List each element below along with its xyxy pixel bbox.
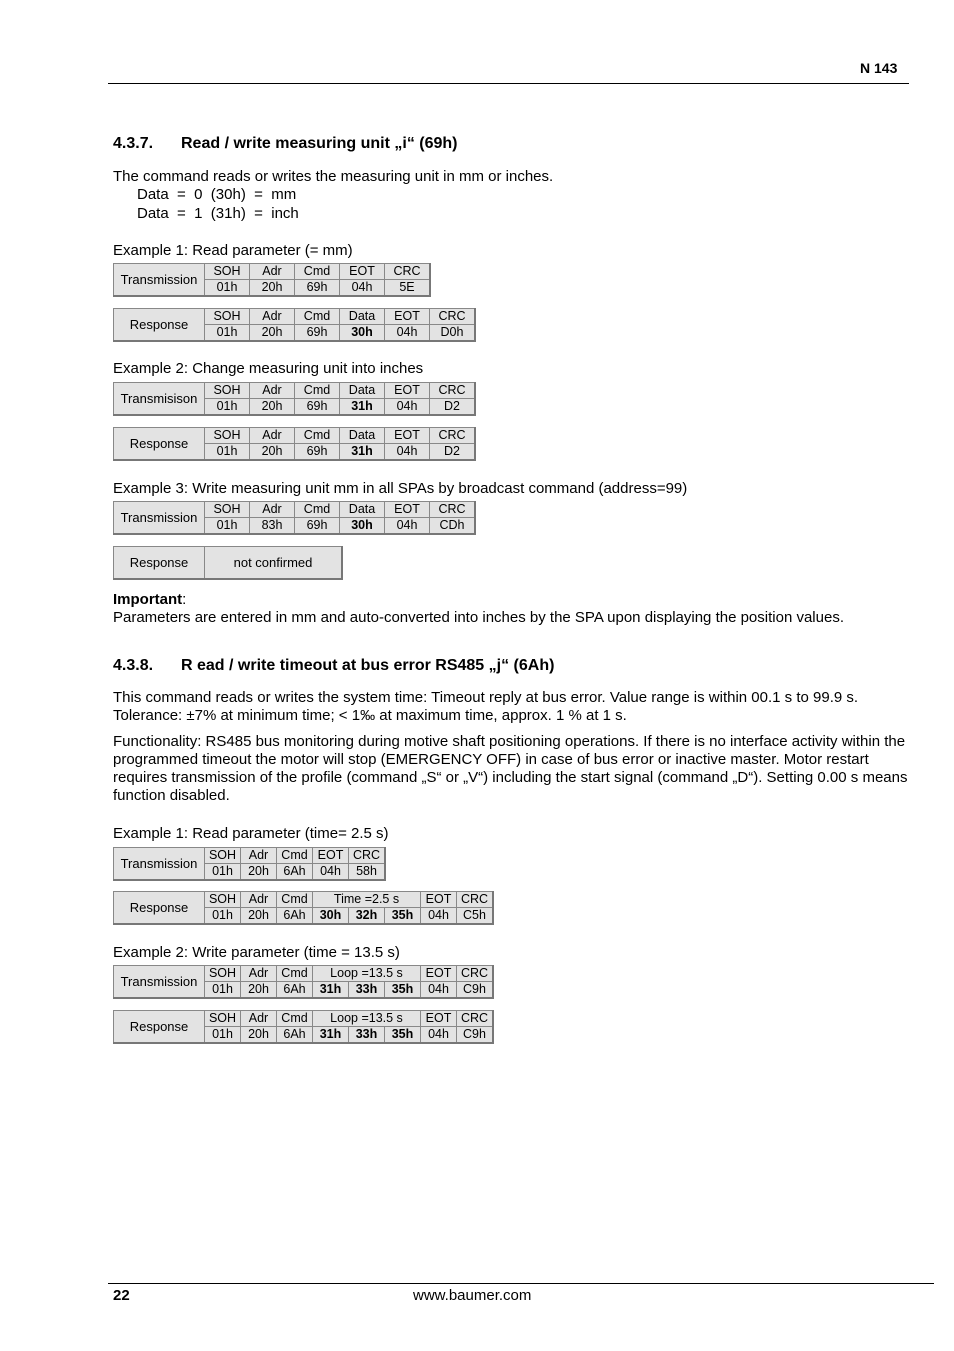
timeout-description: This command reads or writes the system time: Timeout reply at bus error. Value range is within 00.1 s to 99.9 s. Tolerance: ±7% at minimum time; < 1‰ at maximum time, approx. 1 % at 1 s. bbox=[113, 689, 859, 724]
value-cell: 31h bbox=[340, 444, 385, 461]
value-cell: CDh bbox=[430, 518, 476, 535]
header-cell: Cmd bbox=[277, 892, 313, 908]
value-cell: 20h bbox=[241, 982, 277, 999]
header-cell: EOT bbox=[421, 1011, 457, 1027]
data-inch-line: Data = 1 (31h) = inch bbox=[137, 205, 299, 222]
header-cell: SOH bbox=[205, 892, 241, 908]
frame-label: Transmission bbox=[114, 966, 205, 999]
value-cell: 01h bbox=[205, 399, 250, 416]
value-cell: 01h bbox=[205, 444, 250, 461]
value-cell: 04h bbox=[385, 399, 430, 416]
value-cell: 69h bbox=[295, 518, 340, 535]
header-cell: SOH bbox=[205, 502, 250, 518]
value-cell: 30h bbox=[313, 908, 349, 925]
response-frame-table bbox=[113, 308, 476, 342]
header-cell: Loop =13.5 s bbox=[313, 1011, 421, 1027]
header-cell: Cmd bbox=[277, 1011, 313, 1027]
header-cell: CRC bbox=[430, 502, 476, 518]
frame-label: Response bbox=[114, 547, 205, 580]
example-caption: Example 2: Change measuring unit into inches bbox=[113, 360, 424, 377]
header-rule bbox=[108, 83, 909, 84]
response-frame-table bbox=[113, 1010, 494, 1044]
header-cell: CRC bbox=[385, 264, 431, 280]
value-cell: 32h bbox=[349, 908, 385, 925]
important-text: Parameters are entered in mm and auto-converted into inches by the SPA upon displaying the position values. bbox=[113, 609, 844, 626]
value-cell: 20h bbox=[250, 325, 295, 342]
value-cell: 58h bbox=[349, 864, 386, 881]
value-cell: 31h bbox=[340, 399, 385, 416]
example-caption: Example 3: Write measuring unit mm in all SPAs by broadcast command (address=99) bbox=[113, 480, 688, 497]
value-cell: 01h bbox=[205, 325, 250, 342]
value-cell: 20h bbox=[250, 399, 295, 416]
value-cell: 20h bbox=[250, 444, 295, 461]
frame-label: Response bbox=[114, 1011, 205, 1044]
value-cell: 31h bbox=[313, 1027, 349, 1044]
header-cell: Adr bbox=[250, 383, 295, 399]
frame-label: Response bbox=[114, 309, 205, 342]
header-cell: Cmd bbox=[295, 502, 340, 518]
header-cell: SOH bbox=[205, 1011, 241, 1027]
value-cell: 04h bbox=[340, 280, 385, 297]
header-cell: Adr bbox=[241, 848, 277, 864]
data-mm-line: Data = 0 (30h) = mm bbox=[137, 186, 297, 203]
value-cell: 20h bbox=[241, 908, 277, 925]
value-cell: 04h bbox=[421, 908, 457, 925]
value-cell: 69h bbox=[295, 325, 340, 342]
example-caption: Example 2: Write parameter (time = 13.5 s) bbox=[113, 944, 400, 961]
header-cell: SOH bbox=[205, 309, 250, 325]
value-cell: 33h bbox=[349, 1027, 385, 1044]
header-cell: Cmd bbox=[295, 428, 340, 444]
header-cell: EOT bbox=[385, 502, 430, 518]
section-number: 4.3.7. bbox=[113, 135, 154, 152]
value-cell: D0h bbox=[430, 325, 476, 342]
frame-label: Transmisison bbox=[114, 383, 205, 416]
header-cell: Adr bbox=[250, 309, 295, 325]
example-caption: Example 1: Read parameter (= mm) bbox=[113, 242, 353, 259]
response-frame-table bbox=[113, 891, 494, 925]
header-cell: EOT bbox=[385, 383, 430, 399]
value-cell: 01h bbox=[205, 518, 250, 535]
value-cell: D2 bbox=[430, 444, 476, 461]
header-cell: Data bbox=[340, 428, 385, 444]
header-cell: Data bbox=[340, 383, 385, 399]
header-cell: Loop =13.5 s bbox=[313, 966, 421, 982]
header-cell: Cmd bbox=[277, 848, 313, 864]
value-cell: 35h bbox=[385, 1027, 421, 1044]
transmission-frame-table bbox=[113, 847, 386, 881]
header-cell: Cmd bbox=[277, 966, 313, 982]
frame-label: Transmission bbox=[114, 502, 205, 535]
document-id: N 143 bbox=[860, 60, 898, 76]
value-cell: 6Ah bbox=[277, 908, 313, 925]
value-cell: 04h bbox=[385, 518, 430, 535]
header-cell: EOT bbox=[340, 264, 385, 280]
value-cell: 30h bbox=[340, 325, 385, 342]
value-cell: 20h bbox=[241, 1027, 277, 1044]
header-cell: EOT bbox=[385, 309, 430, 325]
value-cell: 20h bbox=[250, 280, 295, 297]
frame-label: Transmission bbox=[114, 264, 205, 297]
header-cell: Time =2.5 s bbox=[313, 892, 421, 908]
value-cell: 04h bbox=[421, 1027, 457, 1044]
header-cell: Adr bbox=[241, 1011, 277, 1027]
important-colon: : bbox=[182, 591, 187, 608]
header-cell: EOT bbox=[385, 428, 430, 444]
header-cell: Adr bbox=[250, 428, 295, 444]
value-cell: D2 bbox=[430, 399, 476, 416]
section-heading-4-3-7 bbox=[113, 135, 458, 153]
footer-url: www.baumer.com bbox=[413, 1287, 532, 1304]
header-cell: EOT bbox=[421, 892, 457, 908]
value-cell: 01h bbox=[205, 864, 241, 881]
intro-text: The command reads or writes the measuring unit in mm or inches. bbox=[113, 168, 554, 185]
header-cell: CRC bbox=[349, 848, 386, 864]
value-cell: 6Ah bbox=[277, 982, 313, 999]
value-cell: 6Ah bbox=[277, 1027, 313, 1044]
header-cell: SOH bbox=[205, 966, 241, 982]
section-number: 4.3.8. bbox=[113, 657, 154, 674]
transmission-frame-table bbox=[113, 263, 431, 297]
header-cell: EOT bbox=[313, 848, 349, 864]
header-cell: Adr bbox=[250, 502, 295, 518]
value-cell: C9h bbox=[457, 1027, 494, 1044]
header-cell: Cmd bbox=[295, 309, 340, 325]
header-cell: Data bbox=[340, 502, 385, 518]
response-frame-table bbox=[113, 427, 476, 461]
frame-label: Response bbox=[114, 892, 205, 925]
value-cell: 30h bbox=[340, 518, 385, 535]
value-cell: 01h bbox=[205, 982, 241, 999]
important-label bbox=[113, 591, 913, 609]
footer-rule bbox=[108, 1283, 934, 1284]
value-cell: C5h bbox=[457, 908, 494, 925]
functionality-description: Functionality: RS485 bus monitoring during motive shaft positioning operations. If there is no interface activity within the programmed timeout the motor will stop (EMERGENCY OFF) in case of bus error or inactive master. Motor restart requires transmission of the profile (command „S“ or „V“) including the start signal (command „D“). Setting 0.00 s means function disabled. bbox=[113, 733, 908, 804]
value-cell: 01h bbox=[205, 908, 241, 925]
value-cell: 35h bbox=[385, 982, 421, 999]
example-caption: Example 1: Read parameter (time= 2.5 s) bbox=[113, 825, 389, 842]
value-cell: 69h bbox=[295, 399, 340, 416]
header-cell: Data bbox=[340, 309, 385, 325]
frame-label: Transmission bbox=[114, 848, 205, 881]
value-cell: C9h bbox=[457, 982, 494, 999]
section-heading-4-3-8 bbox=[113, 657, 554, 675]
header-cell: SOH bbox=[205, 264, 250, 280]
value-cell: 69h bbox=[295, 444, 340, 461]
transmission-frame-table bbox=[113, 501, 476, 535]
value-cell: 01h bbox=[205, 280, 250, 297]
header-cell: Adr bbox=[241, 892, 277, 908]
header-cell: Adr bbox=[250, 264, 295, 280]
header-cell: Cmd bbox=[295, 264, 340, 280]
value-cell: 04h bbox=[385, 444, 430, 461]
header-cell: Cmd bbox=[295, 383, 340, 399]
value-cell: 33h bbox=[349, 982, 385, 999]
header-cell: Adr bbox=[241, 966, 277, 982]
header-cell: CRC bbox=[457, 1011, 494, 1027]
value-cell: 04h bbox=[421, 982, 457, 999]
value-cell: 69h bbox=[295, 280, 340, 297]
header-cell: SOH bbox=[205, 848, 241, 864]
header-cell: SOH bbox=[205, 383, 250, 399]
section-title: R ead / write timeout at bus error RS485 „j“ (6Ah) bbox=[181, 657, 555, 674]
not-confirmed-cell: not confirmed bbox=[205, 547, 343, 580]
transmission-frame-table bbox=[113, 965, 494, 999]
header-cell: CRC bbox=[457, 966, 494, 982]
transmission-frame-table bbox=[113, 382, 476, 416]
section-title: Read / write measuring unit „i“ (69h) bbox=[181, 135, 458, 152]
value-cell: 6Ah bbox=[277, 864, 313, 881]
value-cell: 01h bbox=[205, 1027, 241, 1044]
value-cell: 31h bbox=[313, 982, 349, 999]
header-cell: CRC bbox=[430, 428, 476, 444]
header-cell: EOT bbox=[421, 966, 457, 982]
header-cell: CRC bbox=[430, 383, 476, 399]
header-cell: SOH bbox=[205, 428, 250, 444]
response-frame-table bbox=[113, 546, 343, 580]
page-number: 22 bbox=[113, 1287, 130, 1304]
value-cell: 04h bbox=[313, 864, 349, 881]
frame-label: Response bbox=[114, 428, 205, 461]
value-cell: 35h bbox=[385, 908, 421, 925]
value-cell: 5E bbox=[385, 280, 431, 297]
value-cell: 83h bbox=[250, 518, 295, 535]
value-cell: 04h bbox=[385, 325, 430, 342]
header-cell: CRC bbox=[430, 309, 476, 325]
header-cell: CRC bbox=[457, 892, 494, 908]
value-cell: 20h bbox=[241, 864, 277, 881]
important-label-text: Important bbox=[113, 591, 183, 608]
